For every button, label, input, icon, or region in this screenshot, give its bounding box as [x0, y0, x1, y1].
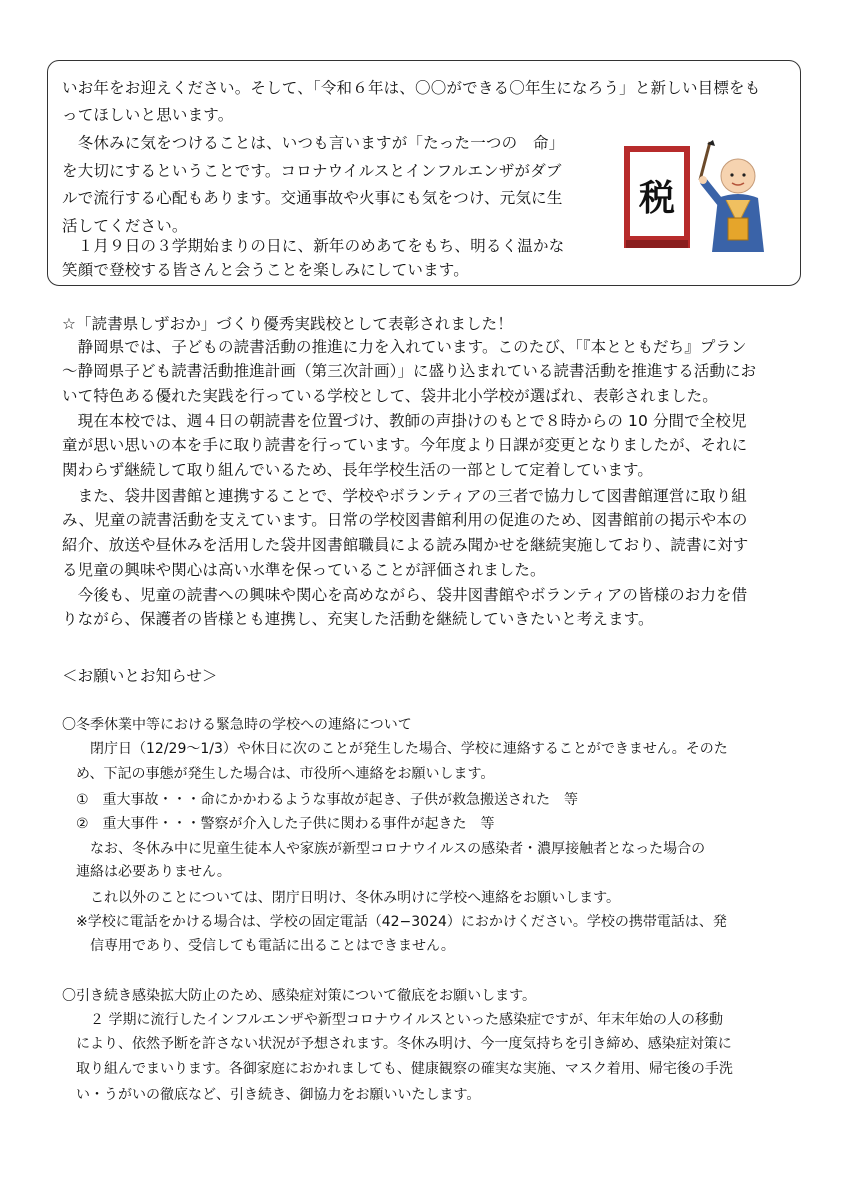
- award-line: 関わらず継続して取り組んでいるため、長年学校生活の一部として定着しています。: [62, 461, 653, 479]
- section1-title: 〇冬季休業中等における緊急時の学校への連絡について: [62, 717, 412, 733]
- section2-line: 取り組んでまいります。各御家庭におかれましても、健康観察の確実な実施、マスク着用、帰宅後の手洗: [62, 1061, 733, 1077]
- award-line: 童が思い思いの本を手に取り読書を行っています。今年度より日課が変更となりましたが、それに: [62, 436, 748, 454]
- award-line: み、児童の読書活動を支えています。日常の学校図書館利用の促進のため、図書館前の掲示や本の: [62, 511, 748, 529]
- section2-line: ２ 学期に流行したインフルエンザや新型コロナウイルスといった感染症ですが、年末年始の人の移動: [62, 1012, 724, 1028]
- award-line: 静岡県では、子どもの読書活動の推進に力を入れています。このたび、「『本とともだち』プラン: [62, 338, 747, 356]
- monk-calligraphy-illustration: [614, 140, 774, 255]
- greeting-line: ってほしいと思います。: [62, 106, 234, 124]
- section1-line: なお、冬休み中に児童生徒本人や家族が新型コロナウイルスの感染者・濃厚接触者となった場合の: [62, 841, 706, 857]
- greeting-line: を大切にするということです。コロナウイルスとインフルエンザがダブ: [62, 162, 562, 180]
- award-line: 現在本校では、週４日の朝読書を位置づけ、教師の声掛けのもとで８時からの 10 分間で全校児: [62, 412, 747, 430]
- section1-line: これ以外のことについては、閉庁日明け、冬休み明けに学校へ連絡をお願いします。: [62, 890, 621, 906]
- greeting-line: １月９日の３学期始まりの日に、新年のめあてをもち、明るく温かな: [62, 237, 565, 255]
- award-line: いて特色ある優れた実践を行っている学校として、袋井北小学校が選ばれ、表彰されました。: [62, 387, 718, 405]
- section1-item: ② 重大事件・・・警察が介入した子供に関わる事件が起きた 等: [62, 816, 495, 832]
- section2-title: 〇引き続き感染拡大防止のため、感染症対策について徹底をお願いします。: [62, 988, 537, 1004]
- section1-item: ① 重大事故・・・命にかかわるような事故が起き、子供が救急搬送された 等: [62, 792, 578, 808]
- award-title: ☆「読書県しずおか」づくり優秀実践校として表彰されました！: [62, 315, 513, 333]
- greeting-line: ルで流行する心配もあります。交通事故や火事にも気をつけ、元気に生: [62, 189, 563, 207]
- section1-line: め、下記の事態が発生した場合は、市役所へ連絡をお願いします。: [62, 766, 495, 782]
- greeting-line: 笑顔で登校する皆さんと会うことを楽しみにしています。: [62, 261, 469, 279]
- notice-heading: ＜お願いとお知らせ＞: [62, 667, 218, 685]
- award-line: りながら、保護者の皆様とも連携し、充実した活動を継続していきたいと考えます。: [62, 610, 654, 628]
- award-line: 今後も、児童の読書への興味や関心を高めながら、袋井図書館やボランティアの皆様のお力を借: [62, 586, 748, 604]
- award-line: 紹介、放送や昼休みを活用した袋井図書館職員による読み聞かせを継続実施しており、読書に対す: [62, 536, 749, 554]
- section2-line: により、依然予断を許さない状況が予想されます。冬休み明け、今一度気持ちを引き締め、感染症対策に: [62, 1036, 732, 1052]
- section1-note: ※学校に電話をかける場合は、学校の固定電話（42−3024）におかけください。学校の携帯電話は、発: [62, 914, 727, 930]
- section1-note: 信専用であり、受信しても電話に出ることはできません。: [62, 938, 455, 954]
- award-line: る児童の興味や関心は高い水準を保っていることが評価されました。: [62, 561, 546, 579]
- greeting-line: 活してください。: [62, 217, 188, 235]
- award-line: また、袋井図書館と連携することで、学校やボランティアの三者で協力して図書館運営に取り組: [62, 487, 747, 505]
- greeting-line: 冬休みに気をつけることは、いつも言いますが「たった一つの 命」: [62, 134, 565, 152]
- greeting-line: いお年をお迎えください。そして、「令和６年は、〇〇ができる〇年生になろう」と新しい目標をも: [62, 79, 761, 97]
- award-line: ～静岡県子ども読書活動推進計画（第三次計画）」に盛り込まれている読書活動を推進する活動にお: [62, 362, 757, 380]
- section2-line: い・うがいの徹底など、引き続き、御協力をお願いいたします。: [62, 1087, 481, 1103]
- scroll-kanji: 税: [638, 178, 676, 219]
- section1-line: 閉庁日（12/29～1/3）や休日に次のことが発生した場合、学校に連絡することができません。そのた: [62, 741, 728, 757]
- section1-line: 連絡は必要ありません。: [62, 864, 231, 880]
